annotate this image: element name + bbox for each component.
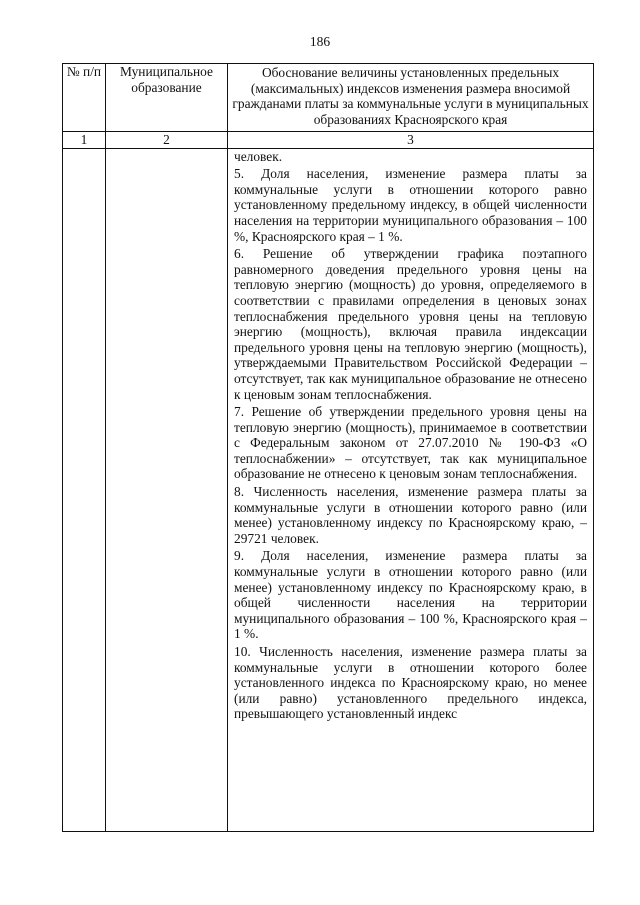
header-justification: Обоснование величины установленных предельных (максимальных) индексов изменения размера вносимой гражданами платы за коммунальные услуги в муниципальных образованиях Красноярского края <box>228 64 594 132</box>
table-row <box>63 148 594 831</box>
justification-table <box>62 63 594 832</box>
table-header-row <box>63 64 594 132</box>
paragraph: 8. Численность населения, изменение размера платы за коммунальные услуги в отношении которого равно (или менее) установленному индексу по Красноярскому краю, – 29721 человек. <box>234 484 587 546</box>
column-number-row <box>63 132 594 149</box>
header-municipality: Муниципальное образование <box>106 64 228 132</box>
paragraph: 5. Доля населения, изменение размера платы за коммунальные услуги в отношении которого равно установленному предельному индексу, в общей численности населения на территории муниципального образования – 100 %, Красноярского края – 1 %. <box>234 166 587 244</box>
paragraph: человек. <box>234 148 283 164</box>
header-number: № п/п <box>63 64 106 132</box>
row-number-cell <box>63 148 106 831</box>
column-number-3: 3 <box>228 132 594 149</box>
paragraph: 7. Решение об утверждении предельного уровня цены на тепловую энергию (мощность), принимаемое в соответствии с Федеральным законом от 27.07.2010 № 190-ФЗ «О теплоснабжении» – отсутствует, так как муниципальное образование не отнесено к ценовым зонам теплоснабжения. <box>234 404 587 482</box>
row-municipality-cell <box>106 148 228 831</box>
justification-text <box>228 149 593 724</box>
paragraph: 6. Решение об утверждении графика поэтапного равномерного доведения предельного уровня цены на тепловую энергию (мощность) до уровня, определяемого в соответствии с правилами определения в ценовых зонах теплоснабжения предельного уровня цены на тепловую энергию (мощность), включая правила индексации предельного уровня цены на тепловую энергию (мощность), утверждаемыми Правительством Российской Федерации – отсутствует, так как муниципальное образование не отнесено к ценовым зонам теплоснабжения. <box>234 246 587 402</box>
column-number-1: 1 <box>63 132 106 149</box>
paragraph: 9. Доля населения, изменение размера платы за коммунальные услуги в отношении которого равно (или менее) установленному индексу по Красноярскому краю, в общей численности населения на территории муниципального образования – 100 %, Красноярского края – 1 %. <box>234 548 587 642</box>
paragraph: 10. Численность населения, изменение размера платы за коммунальные услуги в отношении которого более установленного индекса по Красноярскому краю, но менее (или равно) установленного предельного индекса, превышающего установленный индекс <box>234 644 587 722</box>
column-number-2: 2 <box>106 132 228 149</box>
row-justification-cell <box>228 148 594 831</box>
page-number: 186 <box>309 34 331 49</box>
